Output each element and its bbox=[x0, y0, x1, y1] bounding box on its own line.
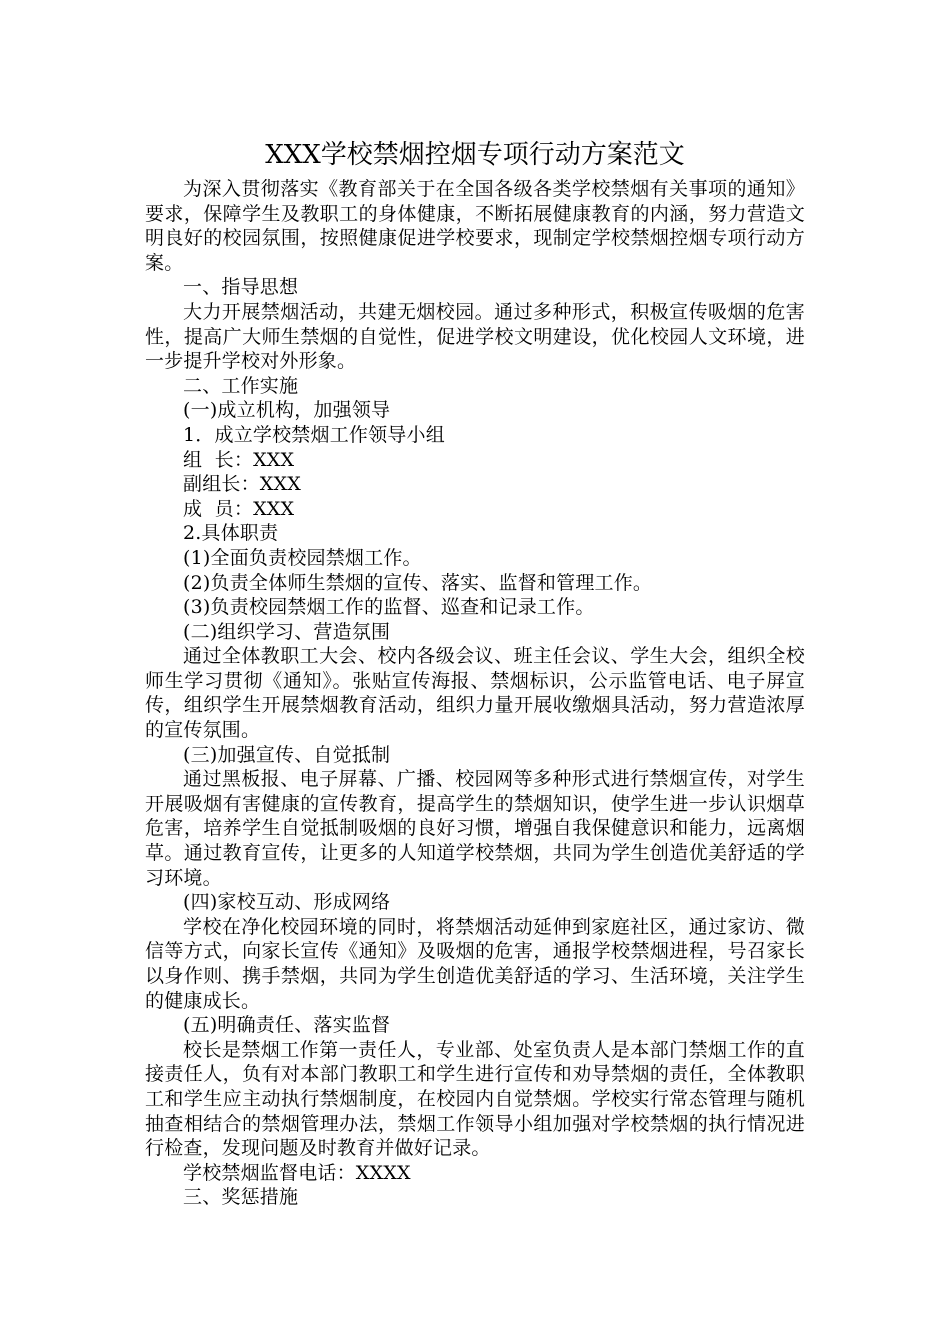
list-item-members: 成 员：XXX bbox=[183, 497, 295, 520]
document-title: XXX学校禁烟控烟专项行动方案范文 bbox=[265, 140, 685, 170]
responsibility-paragraph: 校长是禁烟工作第一责任人，专业部、处室负责人是本部门禁烟工作的直接责任人，负有对本部门教职工和学生进行宣传和劝导禁烟的责任，全体教职工和学生应主动执行禁烟制度，在校园内自觉禁烟。学校实行常态管理与随机抽查相结合的禁烟管理办法，禁烟工作领导小组加强对学校禁烟的执行情况进行检查，发现问题及时教育并做好记录。 bbox=[145, 1038, 805, 1160]
list-item-leading-group: 1．成立学校禁烟工作领导小组 bbox=[183, 423, 445, 446]
subsection-heading-home-school: (四)家校互动、形成网络 bbox=[183, 891, 391, 914]
subsection-heading-responsibility: (五)明确责任、落实监督 bbox=[183, 1014, 391, 1037]
home-school-paragraph: 学校在净化校园环境的同时，将禁烟活动延伸到家庭社区，通过家访、微信等方式，向家长宣传《通知》及吸烟的危害，通报学校禁烟进程，号召家长以身作则、携手禁烟，共同为学生创造优美舒适的学习、生活环境，关注学生的健康成长。 bbox=[145, 915, 805, 1012]
publicity-paragraph: 通过黑板报、电子屏幕、广播、校园网等多种形式进行禁烟宣传，对学生开展吸烟有害健康的宣传教育，提高学生的禁烟知识，使学生进一步认识烟草危害，培养学生自觉抵制吸烟的良好习惯，增强自我保健意识和能力，远离烟草。通过教育宣传，让更多的人知道学校禁烟，共同为学生创造优美舒适的学习环境。 bbox=[145, 768, 805, 889]
list-item-duty-3: (3)负责校园禁烟工作的监督、巡查和记录工作。 bbox=[183, 596, 595, 619]
list-item-deputy-leader: 副组长：XXX bbox=[183, 473, 301, 496]
section-heading-guiding-thought: 一、指导思想 bbox=[183, 276, 299, 299]
subsection-heading-organization: (一)成立机构，加强领导 bbox=[183, 399, 391, 422]
section-heading-implementation: 二、工作实施 bbox=[183, 374, 299, 397]
subsection-heading-study: (二)组织学习、营造氛围 bbox=[183, 620, 391, 643]
document-page bbox=[145, 137, 805, 1210]
study-paragraph: 通过全体教职工大会、校内各级会议、班主任会议、学生大会，组织全校师生学习贯彻《通知》。张贴宣传海报、禁烟标识，公示监管电话、电子屏宣传，组织学生开展禁烟教育活动，组织力量开展收缴烟具活动，努力营造浓厚的宣传氛围。 bbox=[145, 645, 805, 742]
intro-paragraph: 为深入贯彻落实《教育部关于在全国各级各类学校禁烟有关事项的通知》要求，保障学生及教职工的身体健康，不断拓展健康教育的内涵，努力营造文明良好的校园氛围，按照健康促进学校要求，现制定学校禁烟控烟专项行动方案。 bbox=[145, 178, 805, 274]
guiding-thought-paragraph: 大力开展禁烟活动，共建无烟校园。通过多种形式，积极宣传吸烟的危害性，提高广大师生禁烟的自觉性，促进学校文明建设，优化校园人文环境，进一步提升学校对外形象。 bbox=[145, 300, 805, 373]
section-heading-rewards: 三、奖惩措施 bbox=[183, 1186, 299, 1209]
list-item-duties: 2.具体职责 bbox=[183, 522, 279, 545]
subsection-heading-publicity: (三)加强宣传、自觉抵制 bbox=[183, 743, 391, 766]
list-item-duty-1: (1)全面负责校园禁烟工作。 bbox=[183, 546, 422, 569]
list-item-group-leader: 组 长：XXX bbox=[183, 448, 295, 471]
list-item-duty-2: (2)负责全体师生禁烟的宣传、落实、监督和管理工作。 bbox=[183, 571, 653, 594]
supervision-phone: 学校禁烟监督电话：XXXX bbox=[183, 1161, 411, 1184]
